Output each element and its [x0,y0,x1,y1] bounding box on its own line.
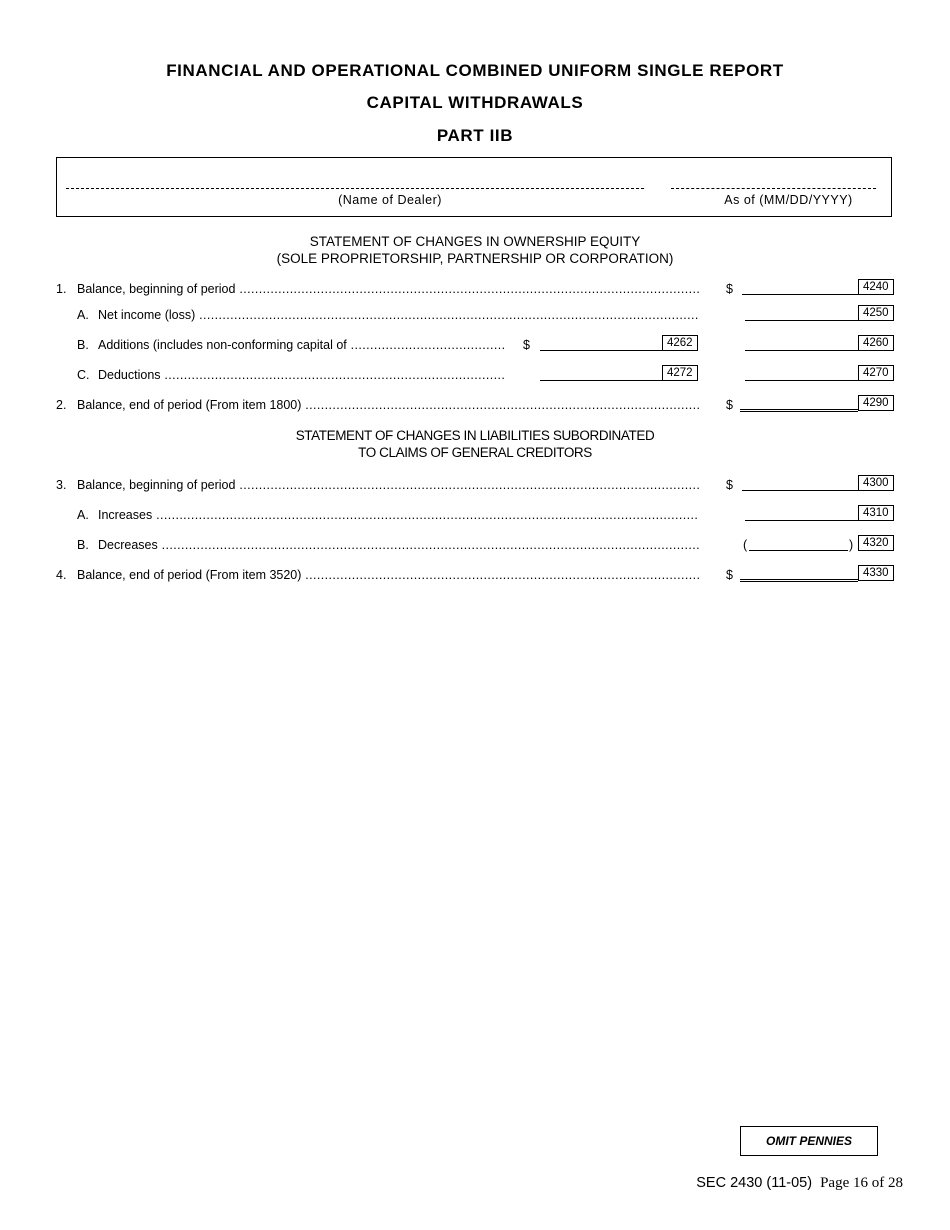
form-row-4270 [0,368,950,384]
paren-close: ) [849,538,854,552]
amount-field-4260[interactable] [745,350,858,351]
amount-field-4320[interactable] [749,550,848,551]
line-code: 4262 [662,335,698,351]
line-code: 4300 [858,475,894,491]
page-number: Page 16 of 28 [820,1175,903,1191]
row-label: B. Decreases ..... [77,538,699,552]
form-number: SEC 2430 (11-05) [696,1175,813,1191]
amount-field-4250[interactable] [745,320,858,321]
row-label: Balance, end of period (From item 1800) ..... [77,398,699,412]
line-code: 4310 [858,505,894,521]
amount-field-4310[interactable] [745,520,858,521]
amount-field-4300[interactable] [742,490,858,491]
amount-field-4330[interactable] [740,579,858,582]
row-number: 1. [56,282,67,296]
omit-pennies-box: OMIT PENNIES [740,1126,878,1156]
line-code: 4270 [858,365,894,381]
report-part: PART IIB [436,126,514,145]
form-row-4240 [0,282,950,298]
as-of-date-field[interactable] [671,188,876,189]
dealer-info-box [56,157,892,217]
form-row-4300 [0,478,950,494]
dealer-name-field[interactable] [66,188,644,189]
row-label: B. Additions (includes non-conforming capital of ..... [77,338,505,352]
row-label: C. Deductions ..... [77,368,505,382]
row-number: 3. [56,478,67,492]
form-row-4260 [0,338,950,354]
row-label: A. Net income (loss) ..... [77,308,699,322]
row-label: Balance, end of period (From item 3520) ..... [77,568,699,582]
row-number: 2. [56,398,67,412]
as-of-date-caption: As of (MM/DD/YYYY) [724,193,853,207]
line-code: 4272 [662,365,698,381]
line-code: 4260 [858,335,894,351]
form-row-4320 [0,538,950,554]
dollar-sign: $ [726,568,733,582]
line-code: 4250 [858,305,894,321]
line-code: 4290 [858,395,894,411]
dollar-sign: $ [523,338,530,352]
row-label: A. Increases ..... [77,508,699,522]
form-row-4250 [0,308,950,324]
line-code: 4240 [858,279,894,295]
row-label: Balance, beginning of period ..... [77,282,699,296]
amount-field-4290[interactable] [740,409,858,412]
line-code: 4330 [858,565,894,581]
form-row-4310 [0,508,950,524]
row-number: 4. [56,568,67,582]
amount-field-4240[interactable] [742,294,858,295]
report-subtitle: CAPITAL WITHDRAWALS [366,93,584,112]
subordinated-liabilities-heading: STATEMENT OF CHANGES IN LIABILITIES SUBORDINATED TO CLAIMS OF GENERAL CREDITORS [295,428,655,460]
dollar-sign: $ [726,478,733,492]
amount-field-4262[interactable] [540,350,662,351]
form-row-4290 [0,398,950,414]
row-label: Balance, beginning of period ..... [77,478,699,492]
dealer-name-caption: (Name of Dealer) [338,193,442,207]
form-row-4330 [0,568,950,584]
report-title: FINANCIAL AND OPERATIONAL COMBINED UNIFORM SINGLE REPORT [166,61,784,80]
amount-field-4272[interactable] [540,380,662,381]
page-footer [696,1175,903,1192]
dollar-sign: $ [726,282,733,296]
ownership-equity-heading: STATEMENT OF CHANGES IN OWNERSHIP EQUITY (SOLE PROPRIETORSHIP, PARTNERSHIP OR CORPORATION) [276,234,674,266]
line-code: 4320 [858,535,894,551]
dollar-sign: $ [726,398,733,412]
paren-open: ( [743,538,748,552]
amount-field-4270[interactable] [745,380,858,381]
